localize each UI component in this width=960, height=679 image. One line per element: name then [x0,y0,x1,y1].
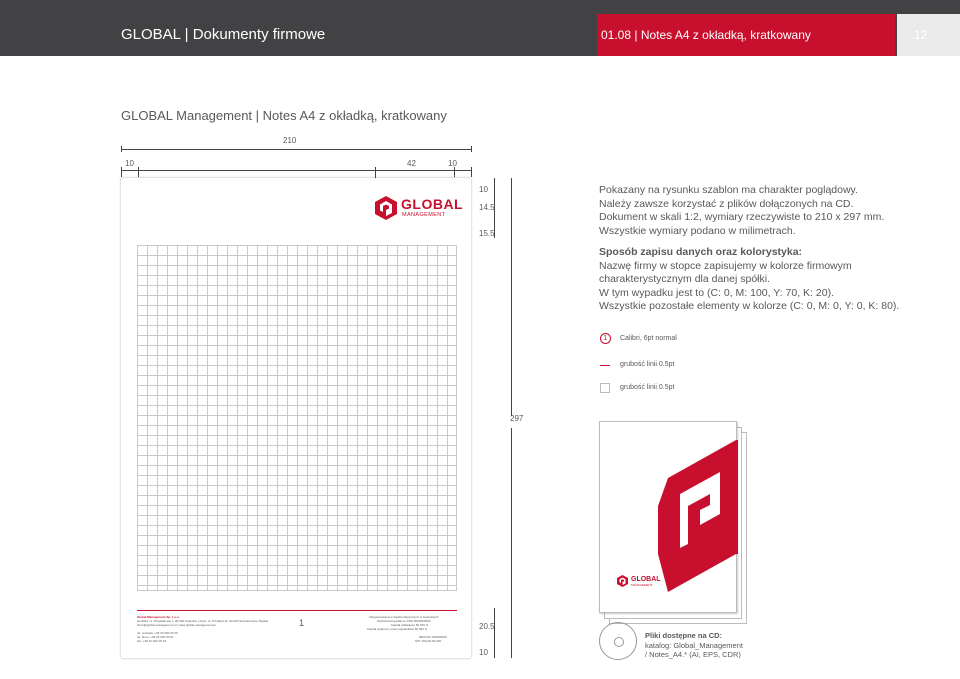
grid-square-sample [600,383,610,393]
company-logo [375,196,464,222]
footer-text: NIP: 000-00-00-000 [415,639,442,643]
legend-line-red: grubość linii 0.5pt [620,361,675,368]
description-heading: Sposób zapisu danych oraz kolorystyka: [599,246,803,258]
grid-area [137,245,457,591]
notebook-page [121,178,471,658]
footer-text: biuro@global-management.pl | www.global-management.pl [137,623,216,627]
footer-text: Kapitał wpłacony przez wspólników 50 000 zł [367,627,427,631]
footer-text: siedziba: ul. Przykładowa 1, 00-000 Katowice | biuro: ul. Przykład 11, 00-000 Siemianowice Śląskie [137,619,269,623]
dim-line [121,149,471,150]
dim-line [511,178,512,416]
dim-logo-top: 14.5 [479,203,495,212]
description-line: charakterystycznym dla danej spółki. [599,273,770,285]
legend-line-grey: grubość linii 0.5pt [620,384,675,391]
footer-text: tel. centrala: +48 32 000 00 00 [137,631,178,635]
section-tab [597,14,895,56]
footer-text: Wydział Gospodarczy KRS 0000000000 [377,619,431,623]
dim-margin-left: 10 [125,159,134,168]
description-block [599,184,899,314]
dim-height-total: 297 [510,414,524,423]
dim-logo-offset: 15.5 [479,229,495,238]
red-line-sample [600,365,610,366]
cover-logo-wordmark: GLOBAL [631,576,661,583]
footer-line [137,610,457,611]
footer-text: Zarejestrowana w Sądzie Rejonowym w Katowicach [369,615,439,619]
page-number-marker: 1 [600,333,611,344]
dim-line [121,170,471,171]
logo-mark-icon [375,196,397,220]
description-line: W tym wypadku jest to (C: 0, M: 100, Y: 70, K: 20). [599,286,834,299]
page-subtitle: GLOBAL Management | Notes A4 z okładką, kratkowany [121,108,447,123]
description-line: Wszystkie pozostałe elementy w kolorze (C: 0, M: 0, Y: 0, K: 80). [599,300,900,312]
dim-tick [138,167,139,177]
dim-tick [471,146,472,152]
section-title: 01.08 | Notes A4 z okładką, kratkowany [601,28,811,42]
dim-line [511,428,512,658]
footer-company: Global Management Sp. z o.o. [137,615,180,619]
dim-top-margin: 10 [479,185,488,194]
description-line: Dokument w skali 1:2, wymiary rzeczywiste to 210 x 297 mm. [599,211,885,223]
footer-text: Kapitał zakładowy 50 000 zł [391,623,429,627]
description-line: Pokazany na rysunku szablon ma charakter poglądowy. [599,184,858,196]
dim-tick [471,167,472,177]
dim-line [494,608,495,658]
description-line: Należy zawsze korzystać z plików dołączonych na CD. [599,197,854,210]
cd-line: katalog: Global_Management [645,640,743,650]
cd-info [645,631,743,660]
spacer [599,238,899,246]
dim-logo-width: 42 [407,159,416,168]
footer-page-number: 1 [299,618,305,628]
cover-logo-subtext: MANAGEMENT [631,583,653,587]
footer-text: fax: +48 32 000 00 02 [137,639,167,643]
cover-front [599,421,737,613]
dim-footer-height: 20.5 [479,622,495,631]
dim-tick [454,167,455,177]
dim-margin-right: 10 [448,159,457,168]
dim-tick [121,167,122,177]
cover-logo-mark-icon [617,575,628,587]
dim-bottom-margin: 10 [479,648,488,657]
legend-font-spec: Calibri, 6pt normal [620,335,677,342]
description-line: Wszystkie wymiary podano w milimetrach. [599,224,796,237]
page-number: 12 [914,28,928,42]
dim-tick [121,146,122,152]
logo-wordmark: GLOBAL [401,196,464,212]
brand-title: GLOBAL | Dokumenty firmowe [121,26,326,43]
footer-text: REGON: 000000000 [419,635,447,639]
cd-line: / Notes_A4.* (AI, EPS, CDR) [645,650,741,659]
footer-text: tel. biuro: +48 32 000 00 01 [137,635,174,639]
description-line: Nazwę firmy w stopce zapisujemy w kolorze firmowym [599,259,852,272]
logo-subtext: MANAGEMENT [402,212,446,218]
page-number-tab [897,14,960,56]
dim-width-total: 210 [283,136,297,145]
cd-title: Pliki dostępne na CD: [645,631,723,640]
cd-disc-icon [599,622,637,660]
